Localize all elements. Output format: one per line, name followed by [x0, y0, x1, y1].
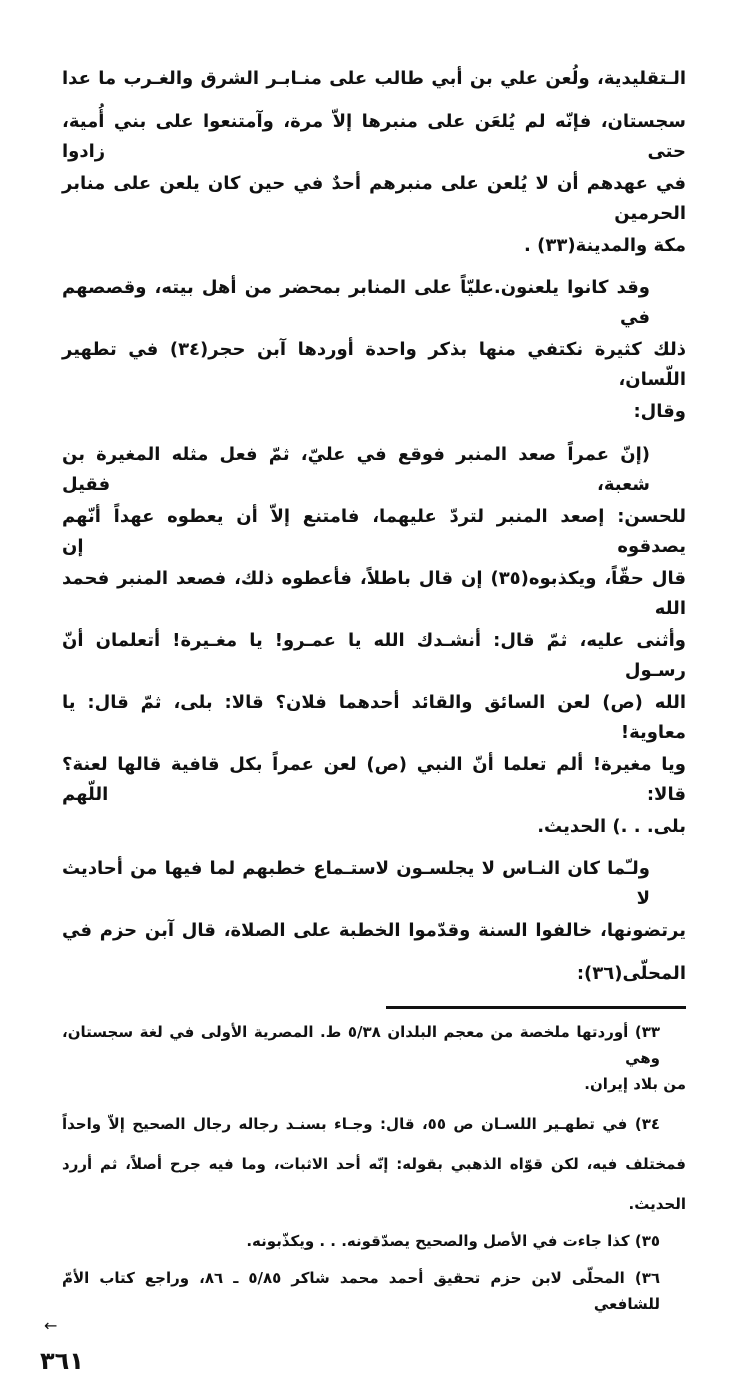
quote-line: (إنّ عمراً صعد المنبر فوقع في عليّ، ثمّ فعل مثله المغيرة بن شعبة، فقيل — [62, 443, 650, 495]
body-line: وقال: — [633, 401, 686, 423]
body-line: المحلّى(٣٦): — [576, 962, 686, 984]
footnote-35: ٣٥) كذا جاءت في الأصل والصحيح يصدّقونه. . . ويكذّبونه. — [246, 1231, 660, 1250]
quote-line: وأثنى عليه، ثمّ قال: أنشـدك الله يا عمـرو! يا مغـيرة! أتعلمان أنّ رسـول — [62, 629, 686, 681]
body-line: مكة والمدينة(٣٣) . — [524, 234, 686, 256]
body-line: وقد كانوا يلعنون.عليّاً على المنابر بمحضر من أهل بيته، وقصصهم في — [62, 277, 650, 329]
body-line: سجستان، فإنّه لم يُلعَن على منبرها إلاّ مرة، وآمتنعوا على بني أُمية، حتى زادوا — [62, 110, 686, 162]
footnote-36: ٣٦) المحلّى لابن حزم تحقيق أحمد محمد شاكر ٥/٨٥ ـ ٨٦، وراجع كتاب الأمّ للشافعي — [62, 1268, 660, 1313]
main-text — [62, 0, 686, 1000]
body-line: ولـّما كان النـاس لا يجلسـون لاستـماع خطبهم لما فيها من أحاديث لا — [62, 858, 650, 910]
footnote-33-cont: من بلاد إيران. — [584, 1074, 686, 1093]
body-line: ذلك كثيرة نكتفي منها بذكر واحدة أوردها آبن حجر(٣٤) في تطهير اللّسان، — [62, 339, 686, 391]
continuation-arrow-icon: ← — [44, 1315, 58, 1335]
footnote-34-cont: الحديث. — [628, 1194, 686, 1213]
footnote-33: ٣٣) أوردتها ملخصة من معجم البلدان ٥/٣٨ ط. المصرية الأولى في لغة سجستان، وهي — [62, 1022, 661, 1067]
body-line: في عهدهم أن لا يُلعن على منبرهم أحدٌ في حين كان يلعن على منابر الحرمين — [62, 172, 686, 224]
page-footer — [40, 1317, 664, 1375]
quote-line: الله (ص) لعن السائق والقائد أحدهما فلان؟ قالا: بلى، ثمّ قال: يا معاوية! — [62, 691, 686, 743]
quote-line: قال حقّاً، ويكذبوه(٣٥) إن قال باطلاً، فأعطوه ذلك، فصعد المنبر فحمد الله — [62, 567, 686, 619]
page-number: ٣٦١ — [40, 1346, 84, 1375]
quote-line: للحسن: إصعد المنبر لتردّ عليهما، فامتنع إلاّ أن يعطوه عهداً أنّهم يصدقوه إن — [62, 505, 686, 557]
quote-line: بلى. . .) الحديث. — [537, 815, 686, 837]
footnote-34: ٣٤) في تطهـير اللسـان ص ٥٥، قال: وجـاء بسنـد رجاله رجال الصحيح إلاّ واحداً — [62, 1114, 660, 1133]
quote-line: ويا مغيرة! ألم تعلما أنّ النبي (ص) لعن عمراً بكل قافية قالها لعنة؟ قالا: اللّهم — [62, 753, 686, 805]
body-line: يرتضونها، خالفوا السنة وقدّموا الخطبة على الصلاة، قال آبن حزم في — [62, 920, 686, 942]
body-line: الـتقليدية، ولُعن علي بن أبي طالب على منـابـر الشرق والغـرب ما عدا — [62, 68, 686, 89]
footnote-34-cont: فمختلف فيه، لكن قوّاه الذهبي بقوله: إنّه أحد الاثبات، وما فيه جرح أصلاً، ثم أررد — [62, 1154, 686, 1173]
footnotes — [62, 1009, 686, 1317]
